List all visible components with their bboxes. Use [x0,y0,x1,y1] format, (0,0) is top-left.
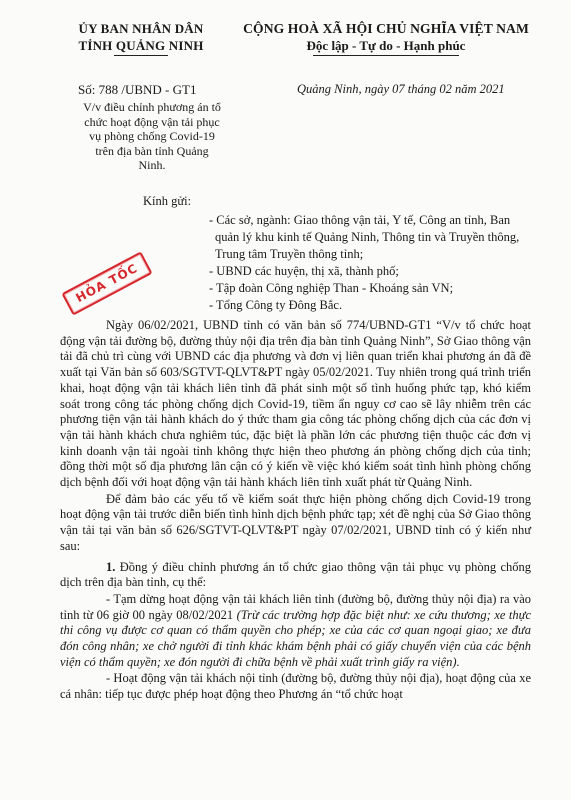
recipient-item: - Tổng Công ty Đông Bắc. [209,298,343,312]
recipients-label: Kính gửi: [143,194,192,208]
org-name-line2: TỈNH QUẢNG NINH [78,38,204,53]
paragraph-text: - Tạm dừng hoạt động vận tải khách liên tỉnh (đường bộ, đường thủy nội địa) ra vào tỉnh từ 06 giờ 00 ngày 08/02/2021 [60,591,531,622]
national-motto: Độc lập - Tự do - Hạnh phúc [306,38,466,53]
recipient-item: - Các sở, ngành: Giao thông vận tải, Y tế, Công an tỉnh, Ban quản lý khu kinh tế Quảng Ninh, Thông tin và Truyền thông, Trung tâm Truyền thông tỉnh; [209,213,520,261]
national-header [236,20,536,56]
document-date: Quảng Ninh, ngày 07 tháng 02 năm 2021 [297,82,505,96]
section-text: Đồng ý điều chỉnh phương án tổ chức giao thông vận tải phục vụ phòng chống dịch trên địa bàn tỉnh, cụ thể: [60,559,531,590]
paragraph-exceptions: (Trừ các trường hợp đặc biệt như: xe cứu thương; xe thực thi công vụ được cơ quan có thẩm quyền cho phép; xe của các cơ quan ngoại giao; xe đưa đón công nhân; xe chở người đi tỉnh khác khám bệnh phải có giấy chuyển viện của các bệnh viện có thẩm quyền; xe đón người đi chữa bệnh về phải xuất trình giấy ra viện). [60,607,531,669]
issuing-authority [56,20,226,56]
org-name-line1: ỦY BAN NHÂN DÂN [78,21,204,36]
header-left-underline [114,55,168,56]
recipient-item: - Tập đoàn Công nghiệp Than - Khoáng sản VN; [209,281,454,295]
header-right-underline [313,55,459,56]
body-paragraph: Để đảm bảo các yếu tố về kiểm soát thực hiện phòng chống dịch Covid-19 trong hoạt động vận tải trước diễn biến tình hình dịch bệnh phức tạp; xét đề nghị của Sở Giao thông vận tải tại văn bản số 626/SGTVT-QLVT&PT ngày 07/02/2021, UBND tỉnh có ý kiến như sau: [60,491,531,553]
section-1-paragraph [60,560,531,591]
recipient-item: - UBND các huyện, thị xã, thành phố; [209,264,399,278]
country-name: CỘNG HOÀ XÃ HỘI CHỦ NGHĨA VIỆT NAM [243,21,529,36]
document-number: Số: 788 /UBND - GT1 [78,82,197,97]
recipients-list [209,212,529,314]
body-paragraph [60,592,531,671]
urgent-stamp: HỎA TỐC [61,251,152,315]
body-paragraph: - Hoạt động vận tải khách nội tỉnh (đường bộ, đường thủy nội địa), hoạt động của xe cá nhân: tiếp tục được phép hoạt động theo Phương án “tổ chức hoạt [60,671,531,702]
section-number: 1. [106,559,116,574]
document-body [60,318,531,704]
document-subject: V/v điều chỉnh phương án tổ chức hoạt động vận tải phục vụ phòng chống Covid-19 trên địa bàn tỉnh Quảng Ninh. [83,100,221,172]
body-paragraph: Ngày 06/02/2021, UBND tỉnh có văn bản số 774/UBND-GT1 “V/v tổ chức hoạt động vận tải đường bộ, đường thủy nội địa trên địa bàn tỉnh Quảng Ninh”, Sở Giao thông vận tải đã chủ trì cùng với UBND các địa phương và đơn vị liên quan triển khai phương án đã đề xuất tại Văn bản số 603/SGTVT-QLVT&PT ngày 05/02/2021. Tuy nhiên trong quá trình triển khai, hoạt động vận tải khách liên tỉnh đã phát sinh một số tình huống phức tạp, khó kiểm soát trong công tác phòng chống dịch Covid-19, tiềm ẩn nguy cơ cao sẽ lây nhiễm trên các phương tiện vận tải hành khách do ý thức tham gia công tác phòng chống dịch của các đơn vị vận tải hành khách chưa nghiêm túc, đặc biệt là phần lớn các phương tiện thuộc các đơn vị kinh doanh vận tải ngoài tỉnh không thực hiện theo phương án phòng chống dịch của tỉnh; đồng thời một số địa phương lân cận có ý kiến về việc khó kiểm soát tình hình phòng chống dịch bệnh đối với hoạt động vận tải hành khách liên tỉnh xuất phát từ Quảng Ninh. [60,318,531,490]
